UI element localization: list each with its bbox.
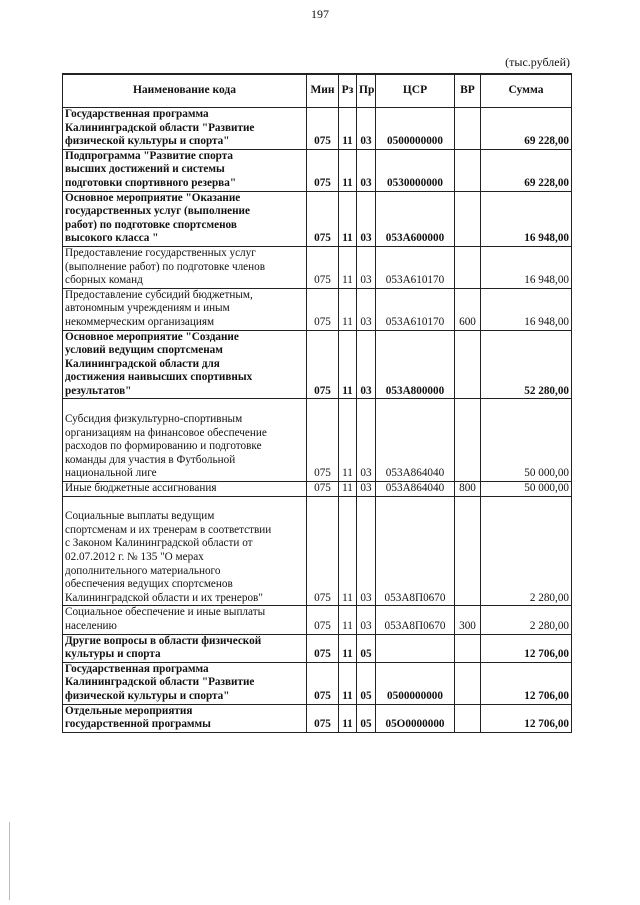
row-name-line: работ) по подготовке спортсменов bbox=[65, 218, 237, 231]
row-sum: 12 706,00 bbox=[481, 634, 572, 662]
row-min: 075 bbox=[307, 108, 339, 150]
row-name-line: некоммерческим организациям bbox=[65, 315, 215, 328]
row-min: 075 bbox=[307, 149, 339, 191]
row-name-line: Предоставление государственных услуг bbox=[65, 246, 256, 259]
row-vr: 600 bbox=[455, 288, 481, 330]
row-min: 075 bbox=[307, 288, 339, 330]
row-csr: 053А8П0670 bbox=[376, 606, 455, 634]
row-csr: 053А610170 bbox=[376, 288, 455, 330]
row-pr: 03 bbox=[357, 288, 376, 330]
row-pr: 03 bbox=[357, 330, 376, 399]
header-csr: ЦСР bbox=[376, 74, 455, 108]
row-csr: 053А800000 bbox=[376, 330, 455, 399]
header-name: Наименование кода bbox=[63, 74, 307, 108]
row-name-line: Предоставление субсидий бюджетным, bbox=[65, 288, 253, 301]
row-csr: 053А610170 bbox=[376, 246, 455, 288]
row-name-line: Государственная программа bbox=[65, 662, 209, 675]
table-row bbox=[63, 399, 572, 482]
row-name-line: Основное мероприятие "Оказание bbox=[65, 191, 241, 204]
row-name-line: с Законом Калининградской области от bbox=[65, 537, 253, 550]
row-csr: 053А864040 bbox=[376, 482, 455, 497]
table-row bbox=[63, 634, 572, 662]
row-vr bbox=[455, 149, 481, 191]
row-name bbox=[63, 662, 307, 704]
table-row bbox=[63, 288, 572, 330]
row-name-line: культуры и спорта bbox=[65, 648, 161, 661]
row-pr: 03 bbox=[357, 246, 376, 288]
row-name bbox=[63, 496, 307, 606]
row-name-line bbox=[65, 497, 304, 511]
row-name bbox=[63, 108, 307, 150]
row-min: 075 bbox=[307, 634, 339, 662]
page-number: 197 bbox=[311, 7, 329, 21]
row-vr bbox=[455, 191, 481, 246]
units-label: (тыс.рублей) bbox=[505, 55, 570, 69]
row-name bbox=[63, 191, 307, 246]
row-name-line: условий ведущим спортсменам bbox=[65, 344, 223, 357]
row-min: 075 bbox=[307, 246, 339, 288]
row-pr: 03 bbox=[357, 496, 376, 606]
row-rz: 11 bbox=[339, 496, 357, 606]
row-vr bbox=[455, 108, 481, 150]
row-sum: 12 706,00 bbox=[481, 704, 572, 732]
table-row bbox=[63, 482, 572, 497]
row-csr: 0530000000 bbox=[376, 149, 455, 191]
row-csr: 0500000000 bbox=[376, 108, 455, 150]
table-row bbox=[63, 662, 572, 704]
row-name-line: подготовки спортивного резерва" bbox=[65, 176, 237, 189]
row-rz: 11 bbox=[339, 704, 357, 732]
row-pr: 03 bbox=[357, 606, 376, 634]
row-pr: 03 bbox=[357, 482, 376, 497]
row-name bbox=[63, 149, 307, 191]
row-csr: 053А600000 bbox=[376, 191, 455, 246]
row-name bbox=[63, 330, 307, 399]
row-pr: 05 bbox=[357, 634, 376, 662]
row-sum: 69 228,00 bbox=[481, 149, 572, 191]
row-csr: 053А864040 bbox=[376, 399, 455, 482]
row-rz: 11 bbox=[339, 482, 357, 497]
row-name-line: государственных услуг (выполнение bbox=[65, 205, 250, 218]
row-name-line: Другие вопросы в области физической bbox=[65, 634, 262, 647]
header-sum: Сумма bbox=[481, 74, 572, 108]
header-rz: Рз bbox=[339, 74, 357, 108]
row-name bbox=[63, 634, 307, 662]
row-sum: 50 000,00 bbox=[481, 399, 572, 482]
row-sum: 16 948,00 bbox=[481, 288, 572, 330]
row-name-line: (выполнение работ) по подготовке членов bbox=[65, 260, 265, 273]
row-name bbox=[63, 399, 307, 482]
table-row bbox=[63, 496, 572, 606]
row-name-line: Подпрограмма "Развитие спорта bbox=[65, 149, 233, 162]
row-pr: 03 bbox=[357, 149, 376, 191]
row-name-line bbox=[65, 399, 304, 413]
row-name-line: Калининградской области "Развитие bbox=[65, 676, 255, 689]
row-name-line: Основное мероприятие "Создание bbox=[65, 330, 239, 343]
row-name bbox=[63, 704, 307, 732]
row-rz: 11 bbox=[339, 606, 357, 634]
row-name-line: государственной программы bbox=[65, 718, 211, 731]
row-name-line: расходов по формированию и подготовке bbox=[65, 440, 262, 453]
row-vr bbox=[455, 330, 481, 399]
row-rz: 11 bbox=[339, 108, 357, 150]
row-name-line: обеспечения ведущих спортсменов bbox=[65, 578, 233, 591]
row-vr: 300 bbox=[455, 606, 481, 634]
row-name-line: национальной лиге bbox=[65, 467, 157, 480]
row-sum: 2 280,00 bbox=[481, 496, 572, 606]
row-name-line: Калининградской области и их тренеров" bbox=[65, 591, 263, 604]
header-min: Мин bbox=[307, 74, 339, 108]
row-min: 075 bbox=[307, 496, 339, 606]
row-name-line: Государственная программа bbox=[65, 108, 209, 120]
row-name bbox=[63, 288, 307, 330]
row-sum: 16 948,00 bbox=[481, 246, 572, 288]
row-name-line: результатов" bbox=[65, 384, 132, 397]
row-name-line: Социальное обеспечение и иные выплаты bbox=[65, 606, 266, 619]
row-pr: 03 bbox=[357, 399, 376, 482]
row-name-line: достижения наивысших спортивных bbox=[65, 371, 253, 384]
row-sum: 12 706,00 bbox=[481, 662, 572, 704]
row-name-line: Субсидия физкультурно-спортивным bbox=[65, 413, 243, 426]
row-vr: 800 bbox=[455, 482, 481, 497]
row-vr bbox=[455, 634, 481, 662]
row-vr bbox=[455, 662, 481, 704]
row-csr bbox=[376, 634, 455, 662]
row-name-line: населению bbox=[65, 619, 117, 632]
row-rz: 11 bbox=[339, 191, 357, 246]
row-rz: 11 bbox=[339, 246, 357, 288]
row-vr bbox=[455, 496, 481, 606]
row-csr: 05О0000000 bbox=[376, 704, 455, 732]
row-name-line: дополнительного материального bbox=[65, 564, 221, 577]
row-name-line: Калининградской области для bbox=[65, 357, 220, 370]
row-csr: 0500000000 bbox=[376, 662, 455, 704]
table-row bbox=[63, 149, 572, 191]
row-min: 075 bbox=[307, 606, 339, 634]
row-vr bbox=[455, 704, 481, 732]
row-min: 075 bbox=[307, 330, 339, 399]
row-name-line: Калининградской области "Развитие bbox=[65, 121, 255, 134]
row-sum: 2 280,00 bbox=[481, 606, 572, 634]
row-pr: 03 bbox=[357, 191, 376, 246]
row-csr: 053А8П0670 bbox=[376, 496, 455, 606]
row-name-line: организациям на финансовое обеспечение bbox=[65, 426, 267, 439]
header-vr: ВР bbox=[455, 74, 481, 108]
row-name-line: автономным учреждениям и иным bbox=[65, 302, 230, 315]
row-name-line: высокого класса " bbox=[65, 232, 159, 245]
row-min: 075 bbox=[307, 704, 339, 732]
row-name-line: команды для участия в Футбольной bbox=[65, 453, 236, 466]
row-pr: 03 bbox=[357, 108, 376, 150]
table-row bbox=[63, 330, 572, 399]
row-name-line: спортсменам и их тренерам в соответствии bbox=[65, 523, 272, 536]
row-name bbox=[63, 606, 307, 634]
table-row bbox=[63, 606, 572, 634]
row-rz: 11 bbox=[339, 330, 357, 399]
header-row bbox=[63, 74, 572, 108]
row-name-line: Социальные выплаты ведущим bbox=[65, 510, 215, 523]
row-name bbox=[63, 482, 307, 497]
row-rz: 11 bbox=[339, 149, 357, 191]
row-name-line: Отдельные мероприятия bbox=[65, 704, 193, 717]
row-name-line: физической культуры и спорта" bbox=[65, 135, 230, 148]
row-name-line: Иные бюджетные ассигнования bbox=[65, 482, 217, 495]
header-pr: Пр bbox=[357, 74, 376, 108]
table-row bbox=[63, 246, 572, 288]
row-sum: 69 228,00 bbox=[481, 108, 572, 150]
row-pr: 05 bbox=[357, 662, 376, 704]
table-row bbox=[63, 108, 572, 150]
row-name-line: высших достижений и системы bbox=[65, 163, 225, 176]
row-sum: 52 280,00 bbox=[481, 330, 572, 399]
row-min: 075 bbox=[307, 399, 339, 482]
row-min: 075 bbox=[307, 662, 339, 704]
scan-mark bbox=[9, 822, 10, 900]
budget-table bbox=[62, 73, 572, 733]
row-min: 075 bbox=[307, 191, 339, 246]
row-sum: 16 948,00 bbox=[481, 191, 572, 246]
table-row bbox=[63, 191, 572, 246]
row-vr bbox=[455, 246, 481, 288]
row-name-line: физической культуры и спорта" bbox=[65, 689, 230, 702]
row-min: 075 bbox=[307, 482, 339, 497]
row-sum: 50 000,00 bbox=[481, 482, 572, 497]
row-rz: 11 bbox=[339, 634, 357, 662]
table-row bbox=[63, 704, 572, 732]
row-rz: 11 bbox=[339, 288, 357, 330]
row-name-line: 02.07.2012 г. № 135 "О мерах bbox=[65, 551, 204, 563]
row-rz: 11 bbox=[339, 399, 357, 482]
row-rz: 11 bbox=[339, 662, 357, 704]
row-name bbox=[63, 246, 307, 288]
row-name-line: сборных команд bbox=[65, 274, 143, 287]
row-vr bbox=[455, 399, 481, 482]
row-pr: 05 bbox=[357, 704, 376, 732]
